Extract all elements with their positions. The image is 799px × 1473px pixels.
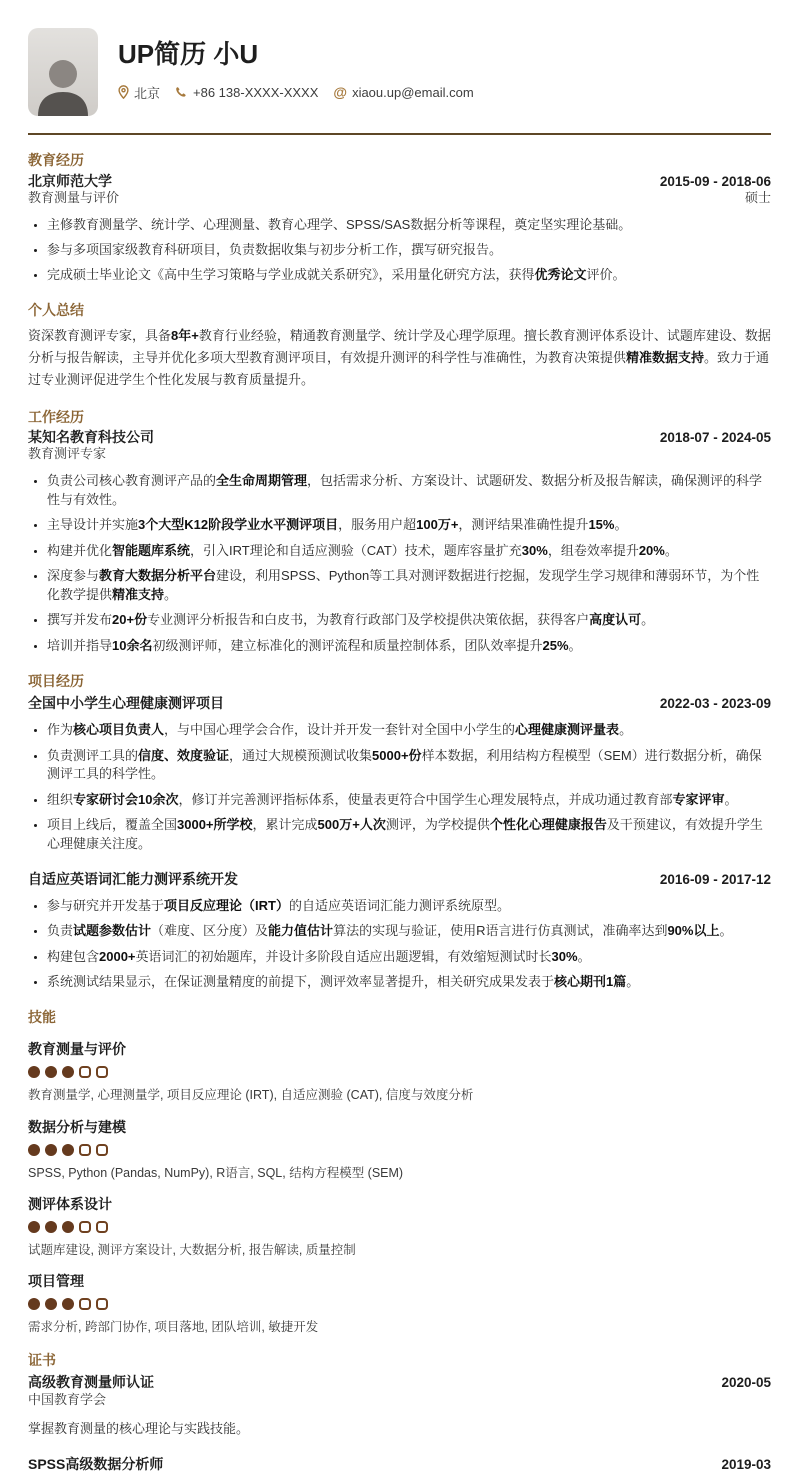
text-segment: 培训并指导	[47, 637, 113, 653]
certificate-issuer: 中国教育学会	[28, 1392, 107, 1408]
skill-rating	[28, 1298, 771, 1310]
highlight-text: 10余名	[112, 637, 153, 653]
section-title-projects: 项目经历	[28, 672, 84, 689]
bullet-item	[47, 948, 771, 967]
text-segment: 参与研究并开发基于	[47, 897, 165, 913]
text-segment: （难度、区分度）及	[151, 923, 269, 939]
highlight-text: 30%	[551, 948, 578, 964]
work-role-row	[28, 446, 771, 463]
highlight-text: 全生命周期管理	[216, 473, 308, 489]
bullet-item	[47, 266, 771, 285]
summary-paragraph	[28, 325, 771, 392]
skill-detail: 教育测量学, 心理测量学, 项目反应理论 (IRT), 自适应测验 (CAT), 信度与效度分析	[28, 1088, 474, 1103]
text-segment: ，组卷效率提升	[547, 542, 639, 558]
text-segment: ，服务用户超	[338, 517, 417, 533]
bullet-item	[47, 747, 771, 785]
bullet-list	[28, 472, 771, 655]
highlight-text: 15%	[588, 517, 615, 533]
section-title-skills: 技能	[28, 1008, 56, 1025]
certificate-item	[28, 1373, 771, 1438]
section-skills	[28, 1009, 771, 1336]
highlight-text: 教育大数据分析平台	[99, 568, 217, 584]
education-date: 2015-09 - 2018-06	[659, 173, 771, 189]
section-title-summary: 个人总结	[28, 302, 84, 319]
text-segment: 负责	[47, 923, 74, 939]
project-entry-head	[28, 870, 771, 888]
skill-detail: SPSS, Python (Pandas, NumPy), R语言, SQL, 结构方程模型 (SEM)	[28, 1165, 404, 1180]
text-segment: 。	[568, 637, 582, 653]
skill-dot-empty	[79, 1144, 91, 1156]
phone-item	[175, 85, 318, 100]
highlight-text: 30%	[521, 542, 548, 558]
skill-name: 项目管理	[28, 1273, 84, 1290]
highlight-text: 核心项目负责人	[73, 722, 165, 738]
text-segment: 。	[619, 722, 633, 738]
skill-name: 数据分析与建模	[28, 1118, 126, 1135]
bullet-item	[47, 472, 771, 510]
skill-dot-filled	[62, 1221, 74, 1233]
section-summary	[28, 302, 771, 392]
text-segment: 深度参与	[47, 568, 100, 584]
text-segment: ，通过大规模预测试收集	[229, 747, 373, 763]
header-info	[118, 28, 474, 102]
text-segment: 。	[724, 791, 738, 807]
skill-item	[28, 1117, 771, 1181]
text-segment: ，与中国心理学会合作，设计并开发一套针对全国中小学生的	[164, 722, 516, 738]
profile-photo	[28, 28, 98, 116]
bullet-item	[47, 611, 771, 630]
highlight-text: 优秀论文	[534, 267, 587, 283]
skill-dot-filled	[28, 1298, 40, 1310]
highlight-text: 3个大型K12阶段学业水平测评项目	[138, 517, 339, 533]
bullet-item	[47, 241, 771, 260]
certificate-item	[28, 1455, 771, 1473]
text-segment: 。致力于通过专业测评促进学生个性化发展与教育质量提升。	[28, 349, 770, 388]
at-icon: @	[333, 84, 348, 101]
skill-dot-empty	[79, 1221, 91, 1233]
highlight-text: 高度认可	[589, 612, 642, 628]
certificate-head	[28, 1373, 771, 1391]
text-segment: ，包括需求分析、方案设计、试题研发、数据分析及报告解读，确保测评的科学性与有效性。	[47, 473, 763, 508]
text-segment: ，测评结果准确性提升	[458, 517, 589, 533]
certificate-date: 2020-05	[721, 1374, 771, 1390]
skill-dot-filled	[45, 1144, 57, 1156]
text-segment: 。	[664, 542, 678, 558]
skill-name: 测评体系设计	[28, 1195, 112, 1212]
text-segment: 项目上线后，覆盖全国	[47, 817, 178, 833]
bullet-item	[47, 567, 771, 605]
section-title-work: 工作经历	[28, 408, 84, 425]
project-entry	[28, 694, 771, 854]
highlight-text: 核心期刊1篇	[554, 973, 627, 989]
skill-rating	[28, 1066, 771, 1078]
certificate-date: 2019-03	[721, 1456, 771, 1472]
work-entry-head	[28, 428, 771, 446]
highlight-text: 专家研讨会10余次	[73, 791, 179, 807]
highlight-text: 8年+	[171, 327, 199, 343]
text-segment: 初级测评师，建立标准化的测评流程和质量控制体系，团队效率提升	[152, 637, 543, 653]
text-segment: 。	[164, 586, 178, 602]
text-segment: ，修订并完善测评指标体系，使量表更符合中国学生心理发展特点，并成功通过教育部	[178, 791, 673, 807]
highlight-text: 智能题库系统	[112, 542, 191, 558]
text-segment: 专业测评分析报告和白皮书，为教育行政部门及学校提供决策依据，获得客户	[147, 612, 590, 628]
project-name: 自适应英语词汇能力测评系统开发	[28, 870, 238, 887]
bullet-item	[47, 637, 771, 656]
project-date: 2016-09 - 2017-12	[659, 871, 771, 887]
highlight-text: 5000+份	[372, 747, 422, 763]
job-title: 教育测评专家	[28, 446, 107, 462]
section-title-education: 教育经历	[28, 152, 84, 168]
highlight-text: 25%	[542, 637, 569, 653]
skill-dot-empty	[79, 1066, 91, 1078]
person-name: UP简历 小U	[118, 39, 259, 69]
location-item	[118, 83, 160, 102]
company-name: 某知名教育科技公司	[28, 429, 154, 446]
bullet-list	[28, 897, 771, 992]
text-segment: 。	[719, 923, 733, 939]
skill-dot-filled	[45, 1066, 57, 1078]
major-name: 教育测量与评价	[28, 189, 120, 205]
project-name: 全国中小学生心理健康测评项目	[28, 695, 224, 712]
skill-rating	[28, 1144, 771, 1156]
highlight-text: 精准支持	[112, 586, 165, 602]
project-date: 2022-03 - 2023-09	[659, 696, 771, 712]
highlight-text: 试题参数估计	[73, 923, 152, 939]
text-segment: 构建并优化	[47, 542, 113, 558]
skill-dot-filled	[62, 1298, 74, 1310]
skill-dot-filled	[45, 1221, 57, 1233]
text-segment: 主修教育测量学、统计学、心理测量、教育心理学、SPSS/SAS数据分析等课程，奠定坚实理论基础。	[47, 216, 632, 232]
bullet-item	[47, 816, 771, 854]
text-segment: 主导设计并实施	[47, 517, 139, 533]
text-segment: 系统测试结果显示，在保证测量精度的前提下，测评效率显著提升，相关研究成果发表于	[47, 973, 555, 989]
text-segment: ，累计完成	[252, 817, 318, 833]
text-segment: 算法的实现与验证，使用R语言进行仿真测试，准确率达到	[333, 923, 668, 939]
school-name: 北京师范大学	[28, 172, 112, 189]
bullet-item	[47, 973, 771, 992]
project-entry	[28, 870, 771, 992]
highlight-text: 心理健康测评量表	[515, 722, 620, 738]
text-segment: 组织	[47, 791, 74, 807]
header	[28, 28, 771, 116]
section-certificates	[28, 1352, 771, 1473]
text-segment: 教育行业经验，精通教育测量学、统计学及心理学原理。擅长教育测评体系设计、试题库建设、数据分析与报告解读，主导并优化多项大型教育测评项目，有效提升测评的科学性与准确性，为教育决策提供	[28, 327, 771, 365]
highlight-text: 3000+所学校	[177, 817, 253, 833]
project-entry-head	[28, 694, 771, 712]
skill-dot-empty	[96, 1221, 108, 1233]
email-text: xiaou.up@email.com	[352, 84, 474, 100]
section-work	[28, 409, 771, 656]
highlight-text: 精准数据支持	[626, 349, 705, 365]
text-segment: 作为	[47, 722, 74, 738]
text-segment: 样本数据，利用结构方程模型（SEM）进行数据分析，确保测评工具的科学性。	[47, 747, 762, 782]
certificate-name: 高级教育测量师认证	[28, 1373, 154, 1390]
bullet-item	[47, 897, 771, 916]
text-segment: 负责公司核心教育测评产品的	[47, 473, 217, 489]
section-education	[28, 152, 771, 285]
certificate-name: SPSS高级数据分析师	[28, 1455, 164, 1472]
skill-name: 教育测量与评价	[28, 1041, 126, 1058]
text-segment: 的自适应英语词汇能力测评系统原型。	[288, 897, 510, 913]
skill-item	[28, 1194, 771, 1258]
text-segment: 。	[614, 517, 628, 533]
text-segment: 。	[577, 948, 591, 964]
text-segment: 及干预建议，有效提升学生心理健康关注度。	[47, 817, 763, 851]
header-divider	[28, 133, 771, 135]
skill-rating	[28, 1221, 771, 1233]
skill-item	[28, 1039, 771, 1103]
highlight-text: 90%以上	[667, 923, 720, 939]
text-segment: 负责测评工具的	[47, 747, 139, 763]
section-projects	[28, 673, 771, 992]
text-segment: 评价。	[586, 267, 626, 283]
highlight-text: 项目反应理论（IRT）	[164, 897, 289, 913]
bullet-list	[28, 721, 771, 854]
text-segment: 。	[626, 973, 640, 989]
skill-dot-empty	[96, 1066, 108, 1078]
skill-dot-empty	[96, 1144, 108, 1156]
text-segment: 构建包含	[47, 948, 100, 964]
phone-icon	[175, 86, 188, 99]
degree-name: 硕士	[744, 189, 771, 205]
bullet-list	[28, 216, 771, 286]
phone-text: +86 138-XXXX-XXXX	[193, 84, 319, 100]
certificate-head	[28, 1455, 771, 1473]
bullet-item	[47, 516, 771, 535]
education-entry-head	[28, 172, 771, 190]
text-segment: 。	[641, 612, 655, 628]
text-segment: 参与多项国家级教育科研项目，负责数据收集与初步分析工作，撰写研究报告。	[47, 241, 503, 257]
text-segment: 完成硕士毕业论文《高中生学习策略与学业成就关系研究》，采用量化研究方法，获得	[47, 267, 535, 283]
bullet-item	[47, 922, 771, 941]
highlight-text: 2000+	[99, 948, 136, 964]
section-title-certificates: 证书	[28, 1352, 56, 1369]
text-segment: ，引入IRT理论和自适应测验（CAT）技术，题库容量扩充	[190, 542, 522, 558]
work-date: 2018-07 - 2024-05	[659, 430, 771, 446]
skill-dot-filled	[28, 1144, 40, 1156]
highlight-text: 20%	[638, 542, 665, 558]
highlight-text: 个性化心理健康报告	[489, 817, 607, 833]
text-segment: 建设，利用SPSS、Python等工具对测评数据进行挖掘，发现学生学习规律和薄弱环节，为个性化教学提供	[47, 568, 760, 602]
certificate-description: 掌握教育测量的核心理论与实践技能。	[28, 1420, 250, 1436]
text-segment: 撰写并发布	[47, 612, 113, 628]
text-segment: 英语词汇的初始题库，并设计多阶段自适应出题逻辑，有效缩短测试时长	[135, 948, 552, 964]
contact-row	[118, 83, 474, 102]
text-segment: 测评，为学校提供	[385, 817, 490, 833]
person-silhouette-icon	[28, 54, 98, 116]
highlight-text: 20+份	[112, 612, 148, 628]
education-sub-row	[28, 190, 771, 207]
skill-detail: 需求分析, 跨部门协作, 项目落地, 团队培训, 敏捷开发	[28, 1320, 319, 1335]
location-pin-icon	[118, 85, 129, 99]
email-item	[333, 85, 473, 100]
skill-dot-empty	[96, 1298, 108, 1310]
text-segment: 资深教育测评专家，具备	[28, 327, 172, 343]
skill-detail: 试题库建设, 测评方案设计, 大数据分析, 报告解读, 质量控制	[28, 1242, 356, 1257]
bullet-item	[47, 721, 771, 740]
skill-dot-filled	[62, 1066, 74, 1078]
skill-item	[28, 1271, 771, 1335]
skill-dot-filled	[28, 1066, 40, 1078]
skill-dot-filled	[28, 1221, 40, 1233]
highlight-text: 能力值估计	[268, 923, 334, 939]
highlight-text: 信度、效度验证	[138, 747, 230, 763]
location-text: 北京	[134, 85, 161, 101]
skill-dot-filled	[45, 1298, 57, 1310]
bullet-item	[47, 542, 771, 561]
highlight-text: 100万+	[416, 517, 459, 533]
skill-dot-empty	[79, 1298, 91, 1310]
highlight-text: 500万+人次	[317, 817, 386, 833]
highlight-text: 专家评审	[672, 791, 725, 807]
bullet-item	[47, 791, 771, 810]
bullet-item	[47, 216, 771, 235]
skill-dot-filled	[62, 1144, 74, 1156]
